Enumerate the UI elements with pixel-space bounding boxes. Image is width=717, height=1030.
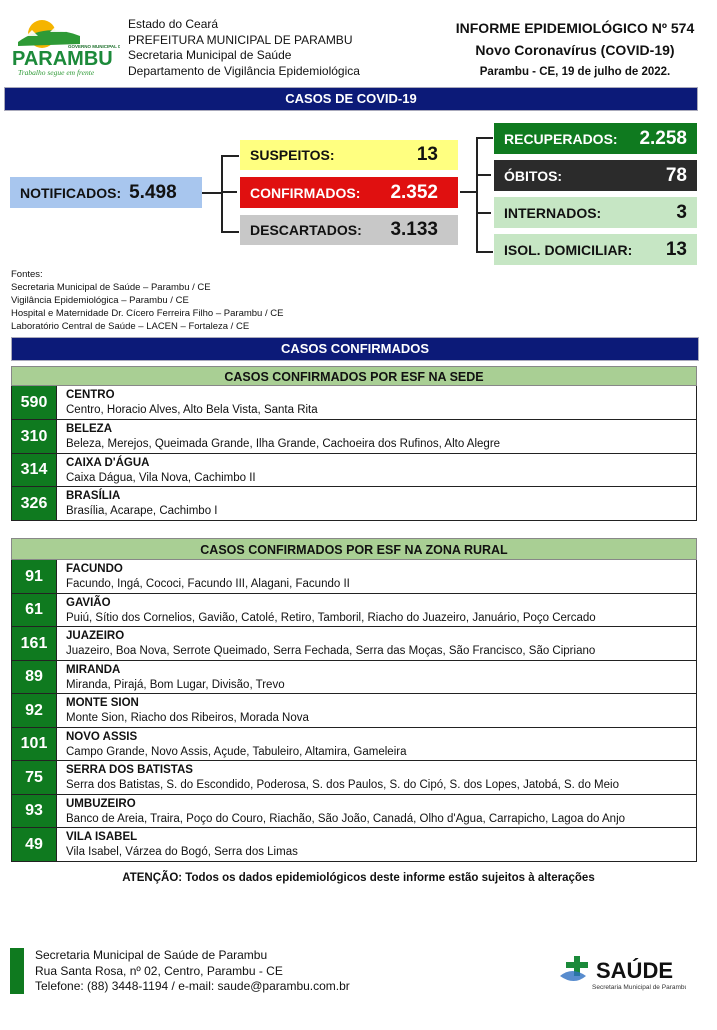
bracket-right: [476, 137, 493, 253]
parambu-logo: [10, 12, 120, 78]
internados-value: 3: [676, 201, 687, 223]
table-row: [11, 454, 697, 487]
esf-areas: Campo Grande, Novo Assis, Açude, Tabuleiro, Altamira, Gameleira: [66, 746, 407, 758]
esf-name: UMBUZEIRO: [66, 798, 136, 810]
report-title: INFORME EPIDEMIOLÓGICO Nº 574: [455, 20, 695, 36]
header-state: Estado do Ceará: [128, 17, 219, 31]
confirmados-box: [240, 177, 458, 208]
logo-text: PARAMBU: [12, 48, 113, 70]
suspeitos-label: SUSPEITOS:: [250, 147, 335, 163]
esf-areas: Puiú, Sítio dos Cornelios, Gavião, Catolé, Retiro, Tamboril, Riacho do Juazeiro, Januário, Poço Cercado: [66, 612, 596, 624]
table-row: [11, 828, 697, 862]
internados-label: INTERNADOS:: [504, 204, 602, 221]
header-prefeitura: PREFEITURA MUNICIPAL DE PARAMBU: [128, 32, 353, 47]
table-row: [11, 795, 697, 828]
saude-logo-subtitle: Secretaria Municipal de Parambu: [592, 984, 686, 991]
confirmados-section-title: CASOS CONFIRMADOS: [11, 337, 699, 361]
saude-logo: [556, 954, 686, 994]
esf-areas: Banco de Areia, Traira, Poço do Couro, Riachão, São João, Canadá, Olho d'Agua, Carrapicho, Lagoa do Anjo: [66, 813, 626, 825]
esf-areas: Miranda, Pirajá, Bom Lugar, Divisão, Trevo: [66, 679, 285, 691]
isolamento-value: 13: [665, 238, 687, 260]
suspeitos-value: 13: [416, 144, 438, 165]
esf-areas: Centro, Horacio Alves, Alto Bela Vista, Santa Rita: [66, 404, 318, 416]
header-info: [128, 17, 360, 79]
table-row: [11, 487, 697, 521]
confirmados-value: 2.352: [390, 181, 438, 203]
esf-name: JUAZEIRO: [66, 630, 125, 642]
esf-name: BRASÍLIA: [66, 490, 121, 502]
esf-name: GAVIÃO: [66, 597, 111, 609]
table-row: [11, 560, 697, 594]
recuperados-box: [494, 123, 697, 154]
rural-table-title: CASOS CONFIRMADOS POR ESF NA ZONA RURAL: [11, 538, 697, 560]
table-row: [11, 661, 697, 694]
case-count: 93: [12, 795, 57, 827]
isolamento-box: [494, 234, 697, 265]
esf-areas: Serra dos Batistas, S. do Escondido, Poderosa, S. dos Paulos, S. do Cipó, S. dos Lopes, Jatobá, S. do Meio: [66, 779, 619, 791]
fonte-item: Hospital e Maternidade Dr. Cícero Ferreira Filho – Parambu / CE: [11, 308, 284, 319]
logo-tagline: Trabalho segue em frente: [18, 68, 95, 77]
case-count: 91: [12, 560, 57, 593]
esf-areas: Vila Isabel, Várzea do Bogó, Serra dos Limas: [66, 846, 298, 858]
esf-name: CENTRO: [66, 389, 115, 401]
connector-line: [221, 191, 237, 193]
notificados-label: NOTIFICADOS:: [20, 184, 122, 201]
internados-box: [494, 197, 697, 228]
notificados-box: [10, 177, 202, 208]
descartados-value: 3.133: [390, 219, 438, 240]
obitos-box: [494, 160, 697, 191]
footer-contact: [35, 948, 350, 995]
descartados-box: [240, 215, 458, 245]
esf-name: CAIXA D'ÁGUA: [66, 457, 150, 469]
table-row: [11, 728, 697, 761]
case-count: 75: [12, 761, 57, 794]
health-cross-icon: [560, 956, 588, 981]
obitos-label: ÓBITOS:: [504, 167, 563, 184]
case-count: 61: [12, 594, 57, 626]
table-row: [11, 420, 697, 454]
esf-name: MONTE SION: [66, 697, 139, 709]
confirmados-label: CONFIRMADOS:: [250, 184, 361, 201]
esf-name: FACUNDO: [66, 563, 123, 575]
logo-subtitle: GOVERNO MUNICIPAL DE: [68, 44, 120, 49]
esf-areas: Juazeiro, Boa Nova, Serrote Queimado, Serra Fechada, Serra das Moças, São Francisco, São Cipriano: [66, 645, 596, 657]
fonte-item: Laboratório Central de Saúde – LACEN – Fortaleza / CE: [11, 321, 250, 332]
header-departamento: Departamento de Vigilância Epidemiológica: [128, 63, 360, 78]
fontes: [11, 268, 283, 333]
bracket-left: [221, 155, 239, 233]
covid-section-title: CASOS DE COVID-19: [4, 87, 698, 111]
table-row: [11, 386, 697, 420]
table-row: [11, 761, 697, 795]
connector-line: [202, 192, 221, 194]
esf-name: SERRA DOS BATISTAS: [66, 764, 193, 776]
case-count: 49: [12, 828, 57, 861]
case-count: 310: [12, 420, 57, 453]
fonte-item: Secretaria Municipal de Saúde – Parambu / CE: [11, 282, 211, 293]
footer-address: Rua Santa Rosa, nº 02, Centro, Parambu - CE: [35, 963, 283, 978]
fonte-item: Vigilância Epidemiológica – Parambu / CE: [11, 295, 189, 306]
connector-line: [476, 174, 491, 176]
connector-line: [476, 212, 491, 214]
esf-areas: Facundo, Ingá, Cococi, Facundo III, Alagani, Facundo II: [66, 578, 350, 590]
footer-accent-bar: [10, 948, 24, 994]
sede-table: [11, 366, 697, 521]
esf-name: BELEZA: [66, 423, 112, 435]
esf-name: NOVO ASSIS: [66, 731, 138, 743]
case-count: 101: [12, 728, 57, 760]
recuperados-value: 2.258: [639, 127, 687, 149]
descartados-label: DESCARTADOS:: [250, 222, 362, 238]
esf-areas: Monte Sion, Riacho dos Ribeiros, Morada Nova: [66, 712, 309, 724]
footer-secretaria: Secretaria Municipal de Saúde de Parambu: [35, 948, 268, 962]
isolamento-label: ISOL. DOMICILIAR:: [504, 241, 633, 258]
table-row: [11, 594, 697, 627]
notificados-value: 5.498: [129, 181, 177, 203]
case-count: 161: [12, 627, 57, 660]
report-subtitle: Novo Coronavírus (COVID-19): [475, 42, 675, 58]
connector-line: [460, 191, 476, 193]
esf-name: MIRANDA: [66, 664, 121, 676]
footer-phone-email: Telefone: (88) 3448-1194 / e-mail: saude@parambu.com.br: [35, 979, 350, 993]
header-secretaria: Secretaria Municipal de Saúde: [128, 48, 292, 62]
sede-table-title: CASOS CONFIRMADOS POR ESF NA SEDE: [11, 366, 697, 386]
case-count: 326: [12, 487, 57, 520]
case-count: 92: [12, 694, 57, 727]
case-count: 89: [12, 661, 57, 693]
report-header: [440, 17, 710, 83]
esf-areas: Beleza, Merejos, Queimada Grande, Ilha Grande, Cachoeira dos Rufinos, Alto Alegre: [66, 438, 501, 450]
table-row: [11, 694, 697, 728]
case-count: 590: [12, 386, 57, 419]
saude-logo-text: SAÚDE: [596, 958, 674, 983]
esf-areas: Caixa Dágua, Vila Nova, Cachimbo II: [66, 472, 256, 484]
table-row: [11, 627, 697, 661]
case-count: 314: [12, 454, 57, 486]
recuperados-label: RECUPERADOS:: [504, 130, 618, 147]
report-date: Parambu - CE, 19 de julho de 2022.: [479, 66, 671, 78]
fontes-heading: Fontes:: [11, 269, 43, 280]
rural-table: [11, 538, 697, 862]
obitos-value: 78: [665, 164, 687, 186]
atencao-notice: ATENÇÃO: Todos os dados epidemiológicos deste informe estão sujeitos à alterações: [122, 872, 595, 884]
esf-name: VILA ISABEL: [66, 831, 138, 843]
suspeitos-box: [240, 140, 458, 170]
esf-areas: Brasília, Acarape, Cachimbo I: [66, 505, 218, 517]
